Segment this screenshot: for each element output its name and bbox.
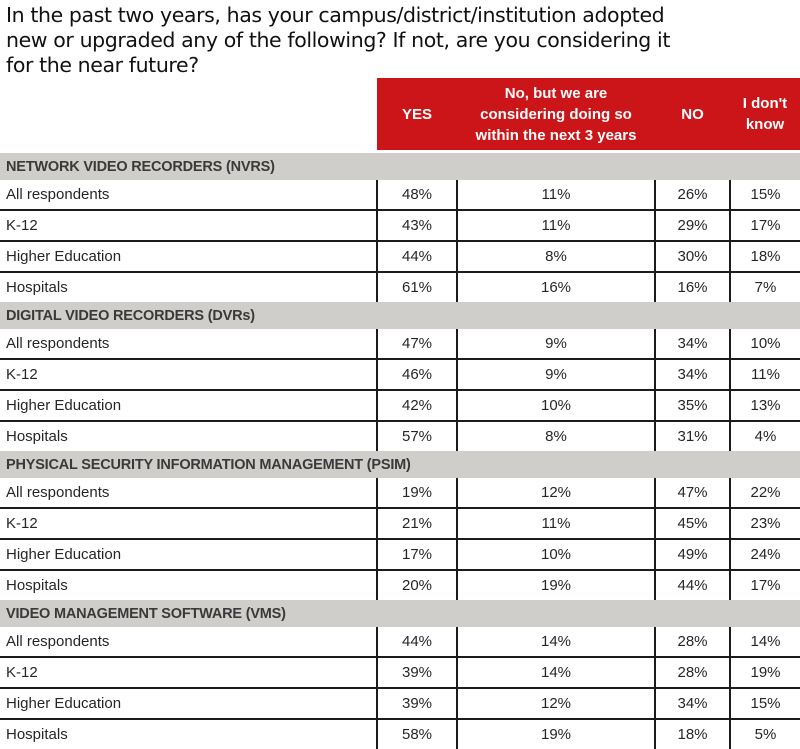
value-cell: 58% [377,719,457,749]
value-cell: 17% [730,210,800,241]
value-cell: 10% [730,329,800,359]
value-cell: 11% [457,508,655,539]
column-header-no: NO [655,78,730,152]
value-cell: 28% [655,657,730,688]
title-line-2: new or upgraded any of the following? If not, are you considering it [6,28,670,52]
value-cell: 14% [457,627,655,657]
value-cell: 19% [457,719,655,749]
value-cell: 39% [377,688,457,719]
value-cell: 26% [655,180,730,210]
section-heading-label: DIGITAL VIDEO RECORDERS (DVRs) [0,302,800,329]
row-label: K-12 [0,210,377,241]
table-row [0,272,800,302]
value-cell: 61% [377,272,457,302]
table-row [0,241,800,272]
row-label: All respondents [0,329,377,359]
value-cell: 42% [377,390,457,421]
value-cell: 57% [377,421,457,451]
table-row [0,210,800,241]
row-label: All respondents [0,478,377,508]
value-cell: 23% [730,508,800,539]
value-cell: 31% [655,421,730,451]
value-cell: 11% [730,359,800,390]
value-cell: 48% [377,180,457,210]
value-cell: 45% [655,508,730,539]
value-cell: 13% [730,390,800,421]
title-line-1: In the past two years, has your campus/district/institution adopted [6,3,665,27]
row-label: K-12 [0,657,377,688]
value-cell: 43% [377,210,457,241]
value-cell: 29% [655,210,730,241]
value-cell: 8% [457,421,655,451]
value-cell: 9% [457,359,655,390]
value-cell: 16% [457,272,655,302]
value-cell: 9% [457,329,655,359]
table-row [0,359,800,390]
row-label: All respondents [0,627,377,657]
table-row [0,570,800,600]
value-cell: 44% [377,627,457,657]
title-line-3: for the near future? [6,53,199,77]
value-cell: 22% [730,478,800,508]
value-cell: 19% [457,570,655,600]
value-cell: 17% [377,539,457,570]
value-cell: 14% [457,657,655,688]
value-cell: 28% [655,627,730,657]
value-cell: 7% [730,272,800,302]
survey-question-title [0,0,800,78]
value-cell: 46% [377,359,457,390]
value-cell: 18% [655,719,730,749]
value-cell: 15% [730,688,800,719]
value-cell: 21% [377,508,457,539]
table-row [0,627,800,657]
value-cell: 10% [457,390,655,421]
value-cell: 49% [655,539,730,570]
value-cell: 10% [457,539,655,570]
section-heading-psim [0,451,800,478]
row-label: All respondents [0,180,377,210]
value-cell: 19% [730,657,800,688]
row-label: Hospitals [0,719,377,749]
value-cell: 39% [377,657,457,688]
value-cell: 11% [457,210,655,241]
table-row [0,180,800,210]
section-heading-dvrs [0,302,800,329]
table-row [0,329,800,359]
value-cell: 12% [457,478,655,508]
value-cell: 44% [377,241,457,272]
column-header-dont-know: I don't know [730,78,800,152]
table-row [0,657,800,688]
value-cell: 19% [377,478,457,508]
table-row [0,719,800,749]
value-cell: 4% [730,421,800,451]
row-label: Hospitals [0,570,377,600]
value-cell: 8% [457,241,655,272]
row-label: Higher Education [0,539,377,570]
table-row [0,421,800,451]
value-cell: 34% [655,359,730,390]
row-label: Higher Education [0,241,377,272]
value-cell: 47% [655,478,730,508]
value-cell: 16% [655,272,730,302]
value-cell: 14% [730,627,800,657]
value-cell: 15% [730,180,800,210]
value-cell: 30% [655,241,730,272]
value-cell: 20% [377,570,457,600]
row-label: Higher Education [0,390,377,421]
value-cell: 12% [457,688,655,719]
value-cell: 11% [457,180,655,210]
row-label: K-12 [0,359,377,390]
survey-results-table [0,78,800,749]
value-cell: 5% [730,719,800,749]
section-heading-nvrs [0,152,800,181]
value-cell: 17% [730,570,800,600]
value-cell: 44% [655,570,730,600]
value-cell: 24% [730,539,800,570]
section-heading-vms [0,600,800,627]
section-heading-label: NETWORK VIDEO RECORDERS (NVRS) [0,152,800,181]
value-cell: 34% [655,329,730,359]
section-heading-label: VIDEO MANAGEMENT SOFTWARE (VMS) [0,600,800,627]
column-header-considering: No, but we are considering doing so within the next 3 years [457,78,655,152]
table-row [0,478,800,508]
value-cell: 18% [730,241,800,272]
value-cell: 35% [655,390,730,421]
table-header-row [0,78,800,152]
value-cell: 34% [655,688,730,719]
table-row [0,508,800,539]
row-label: Higher Education [0,688,377,719]
row-label: Hospitals [0,272,377,302]
header-corner-spacer [0,78,377,152]
table-row [0,390,800,421]
row-label: Hospitals [0,421,377,451]
table-row [0,688,800,719]
row-label: K-12 [0,508,377,539]
column-header-yes: YES [377,78,457,152]
value-cell: 47% [377,329,457,359]
section-heading-label: PHYSICAL SECURITY INFORMATION MANAGEMENT (PSIM) [0,451,800,478]
table-row [0,539,800,570]
